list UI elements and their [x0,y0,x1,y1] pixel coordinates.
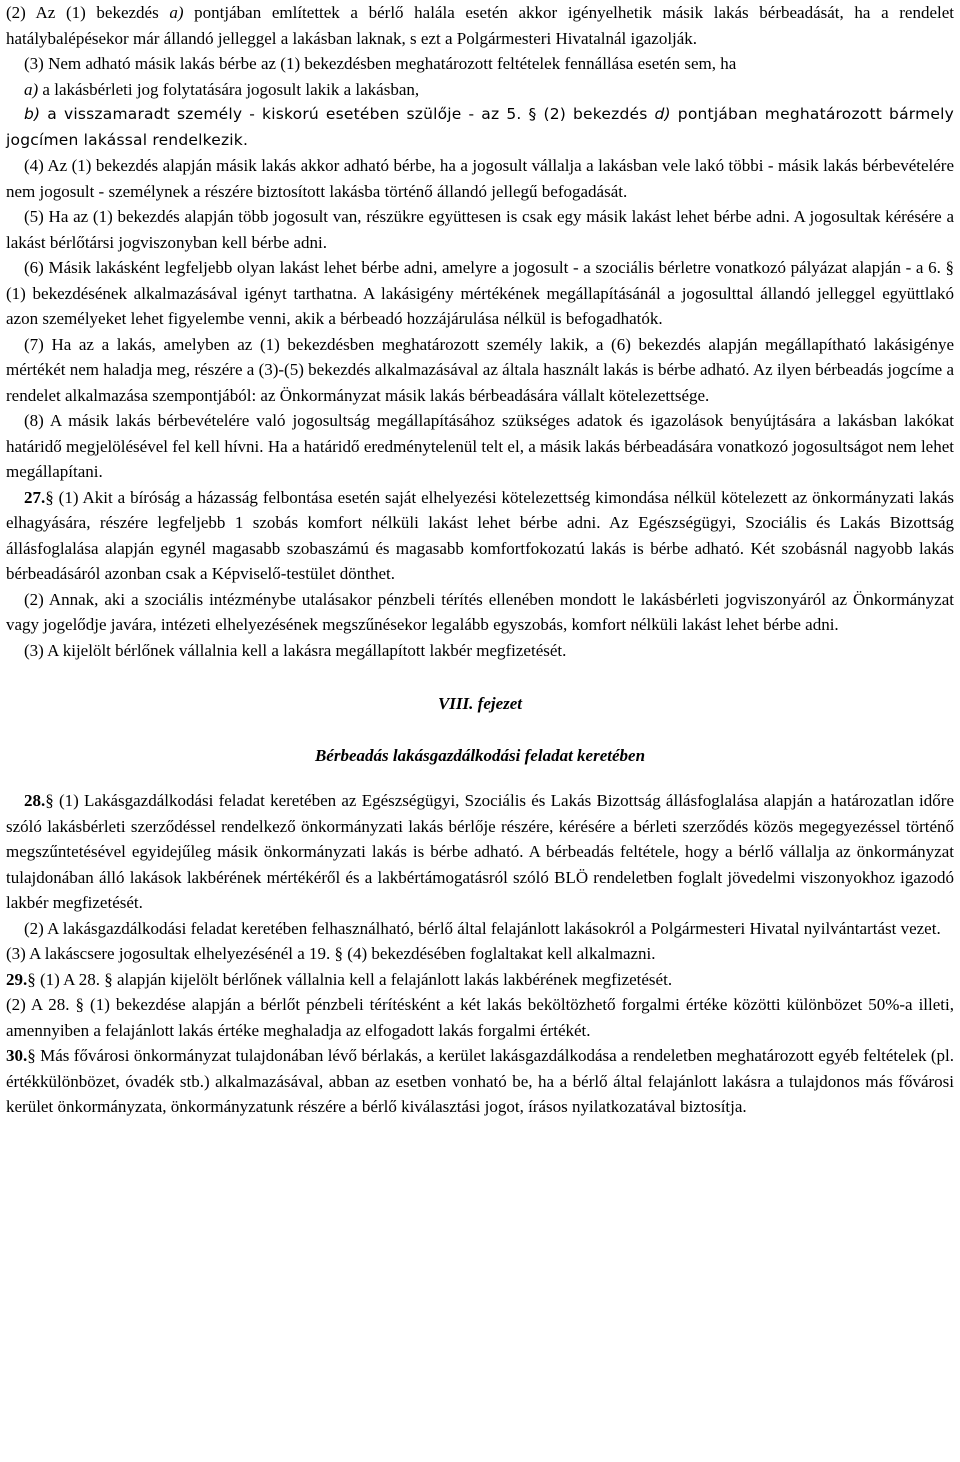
point-label: b) [24,105,41,123]
point-label: a) [169,3,184,22]
section-29 [6,967,954,993]
text: a lakásbérleti jog folytatására jogosult lakik a lakásban, [38,79,420,99]
text: § (1) A 28. § alapján kijelölt bérlőnek vállalnia kell a felajánlott lakás lakbérének megfizetését. [27,969,673,989]
point-label: d) [654,105,671,123]
text: § Más fővárosi önkormányzat tulajdonában lévő bérlakás, a kerület lakásgazdálkodása a rendeletben meghatározott egyéb feltételek (pl. értékkülönbözet, óvadék stb.) alkalmazásával, abban az esetben vonható be, ha a bérlő által felajánlott lakásra a tulajdonos más fővárosi kerület önkormányzata, önkormányzatunk részére a bérlő kiválasztási jogot, írásos nyilatkozatával biztosítja. [6,1046,954,1116]
paragraph-3: (3) Nem adható másik lakás bérbe az (1) bekezdésben meghatározott feltételek fennállása esetén sem, ha [24,54,737,73]
section-27-paragraph-2: (2) Annak, aki a szociális intézménybe utalásakor pénzbeli térítés ellenében mondott le lakásbérleti jogviszonyáról az Önkormányzat vagy jogelődje javára, intézeti elhelyezésének megszűnésekor legalább egyszobás, komfort nélküli lakást lehet bérbe adni. [6,589,954,634]
section-28-paragraph-3: (3) A lakáscsere jogosultak elhelyezésénél a 19. § (4) bekezdésében foglaltakat kell alkalmazni. [6,944,656,963]
section-number: 30. [6,1046,28,1065]
section-28-paragraph-2: (2) A lakásgazdálkodási feladat keretében felhasználható, bérlő által felajánlott lakásokról a Polgármesteri Hivatal nyilvántartást vezet. [24,918,941,938]
section-29-paragraph-2: (2) A 28. § (1) bekezdése alapján a bérlőt pénzbeli térítésként a két lakás beköltözhető forgalmi értéke közötti különbözet 50%-a illeti, amennyiben a felajánlott lakás értéke meghaladja az elfogadott lakás forgalmi értékét. [6,995,954,1040]
section-number: 28. [24,791,46,810]
section-30 [6,1043,954,1120]
paragraph-6: (6) Másik lakásként legfeljebb olyan lakást lehet bérbe adni, amelyre a jogosult - a szociális bérletre vonatkozó pályázat alapján - a 6. § (1) bekezdésének alkalmazásával igényt tarthatna. A lakásigény mértékének megállapításánál a jogosulttal állandó jelleggel együttlakó azon személyeket lehet figyelembe venni, akik a bérbeadó hozzájárulása nélkül is befogadhatók. [6,258,954,328]
text: pontjában meghatározott bármely jogcímen lakással rendelkezik. [6,105,954,149]
point-b [6,102,954,153]
paragraph-8: (8) A másik lakás bérbevételére való jogosultság megállapításához szükséges adatok és igazolások benyújtására a lakásban lakókat határidő megjelölésével fel kell hívni. Ha a határidő eredménytelenül telt el, a másik lakás bérbeadására vonatkozó jogosultságot nem lehet megállapítani. [6,411,954,481]
chapter-number: VIII. fejezet [437,694,523,713]
paragraph-4: (4) Az (1) bekezdés alapján másik lakás akkor adható bérbe, ha a jogosult vállalja a lakásban vele lakó többi - másik lakás bérbevételére nem jogosult - személynek a részére biztosított lakásba történő állandó jellegű befogadását. [6,156,954,201]
section-27-paragraph-3: (3) A kijelölt bérlőnek vállalnia kell a lakásra megállapított lakbér megfizetését. [24,640,567,660]
paragraph-7: (7) Ha az a lakás, amelyben az (1) bekezdésben meghatározott személy lakik, a (6) bekezdés alapján megállapítható lakásigénye mértékét nem haladja meg, részére a (3)-(5) bekezdés alkalmazásával az általa használt lakás is bérbe adható. Az ilyen bérbeadás jogcíme a rendelet alkalmazása szempontjából: az Önkormányzat másik lakás bérbeadására vállalt kötelezettsége. [6,334,954,405]
section-number: 27. [24,487,46,507]
point-a [6,77,954,103]
chapter-title: Bérbeadás lakásgazdálkodási feladat keretében [314,745,646,765]
text: a visszamaradt személy - kiskorú esetében szülője - az 5. § (2) bekezdés [40,105,655,123]
text: § (1) Lakásgazdálkodási feladat keretében az Egészségügyi, Szociális és Lakás Bizottság állásfoglalása alapján a határozatlan időre szóló lakásbérleti szerződéssel rendelkező önkormányzati lakás bérlője részére, kérésére a bérleti szerződés közös megegyezéssel történő megszűntetésével egyidejűleg másik önkormányzati lakás is bérbe adható. A bérbeadás feltétele, hogy a bérlő vállalja az önkormányzat tulajdonában álló lakások lakbérének mértékéről és a lakbértámogatásról szóló BLÖ rendeletben foglalt jövedelmi viszonyokhoz igazodó lakbér megfizetését. [6,791,954,912]
paragraph-5: (5) Ha az (1) bekezdés alapján több jogosult van, részükre együttesen is csak egy másik lakást lehet bérbe adni. A jogosultak kérésére a lakást bérlőtársi jogviszonyban kell bérbe adni. [6,207,954,252]
section-27 [6,485,954,587]
text: pontjában említettek a bérlő halála esetén akkor igényelhetik másik lakás bérbeadását, ha a rendelet hatálybalépésekor már állandó jelleggel a lakásban laknak, s ezt a Polgármesteri Hivatalnál igazolják. [6,3,954,48]
text: § (1) Akit a bíróság a házasság felbontása esetén saját elhelyezési kötelezettség kimondása nélkül kötelezett az önkormányzati lakás elhagyására, részére legfeljebb 1 szobás komfort nélküli lakást lehet bérbe adni. Az Egészségügyi, Szociális és Lakás Bizottság állásfoglalása alapján egynél magasabb szobaszámú és magasabb komfortfokozatú lakás is bérbe adható. Két szobásnál nagyobb lakás bérbeadásáról azonban csak a Képviselő-testület dönthet. [6,487,954,583]
section-number: 29. [6,969,28,989]
section-28 [6,788,954,916]
paragraph-2-2 [6,0,954,51]
text: (2) Az (1) bekezdés [6,3,170,22]
point-label: a) [24,79,39,99]
